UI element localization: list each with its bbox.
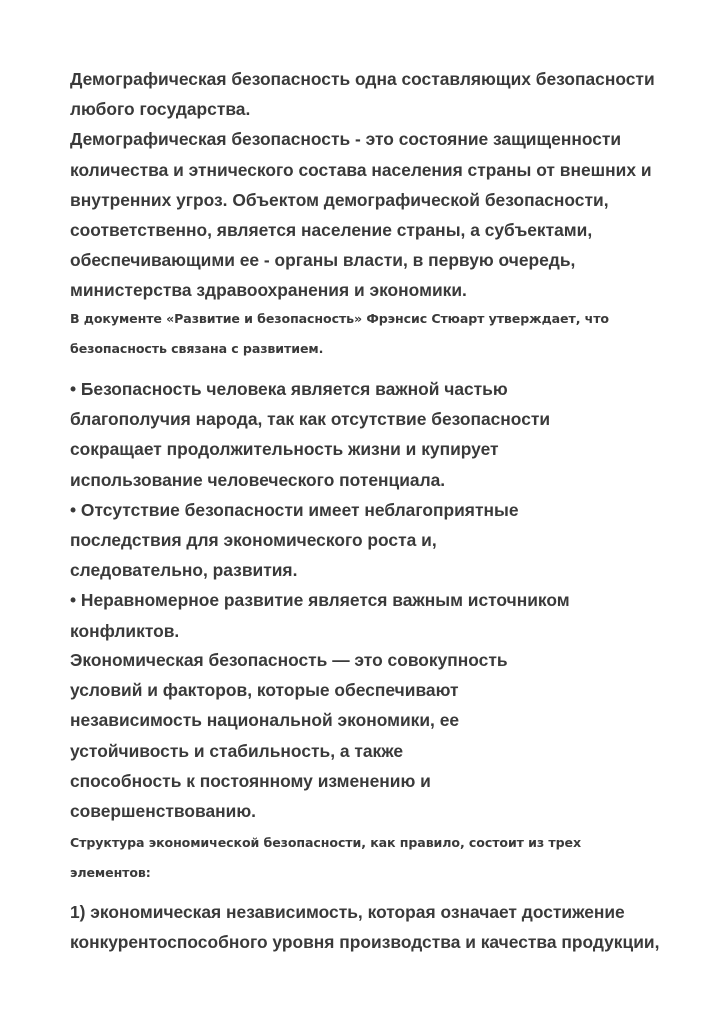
text-line: внутренних угроз. Объектом демографической безопасности,	[70, 189, 609, 210]
text-line: безопасность связана с развитием.	[70, 341, 324, 356]
list-item-line: • Отсутствие безопасности имеет неблагоприятные	[70, 499, 519, 520]
bullet-list-security-development	[70, 374, 570, 646]
text-line: независимость национальной экономики, ее	[70, 710, 460, 731]
text-line: конкурентоспособного уровня производства и качества продукции,	[70, 932, 660, 953]
text-line: устойчивость и стабильность, а также	[70, 740, 404, 761]
paragraph-stewart-quote	[70, 304, 609, 364]
paragraph-demographic-security	[70, 64, 655, 306]
list-item-line: • Безопасность человека является важной частью	[70, 379, 508, 399]
text-line: обеспечивающими ее - органы власти, в первую очередь,	[70, 250, 576, 271]
text-line: Структура экономической безопасности, как правило, состоит из трех	[70, 835, 581, 850]
text-line: Экономическая безопасность — это совокупность	[70, 650, 508, 670]
list-item-line: конфликтов.	[70, 620, 180, 641]
list-item-line: последствия для экономического роста и,	[70, 530, 437, 551]
text-line: элементов:	[70, 865, 151, 880]
text-line: 1) экономическая независимость, которая означает достижение	[70, 902, 625, 922]
text-line: В документе «Развитие и безопасность» Фрэнсис Стюарт утверждает, что	[70, 311, 609, 326]
text-line: условий и факторов, которые обеспечивают	[70, 680, 459, 701]
text-line: Демографическая безопасность одна составляющих безопасности	[70, 69, 655, 89]
paragraph-structure-intro	[70, 828, 581, 888]
text-line: министерства здравоохранения и экономики.	[70, 280, 467, 301]
list-item-line: сокращает продолжительность жизни и купирует	[70, 439, 499, 460]
list-item-line: • Неравномерное развитие является важным источником	[70, 590, 570, 611]
text-line: совершенствованию.	[70, 801, 257, 822]
text-line: Демографическая безопасность - это состояние защищенности	[70, 129, 622, 150]
text-line: соответственно, является население страны, а субъектами,	[70, 220, 593, 241]
list-item-line: использование человеческого потенциала.	[70, 469, 446, 490]
paragraph-economic-independence	[70, 897, 659, 957]
text-line: количества и этнического состава населения страны от внешних и	[70, 159, 652, 180]
text-line: способность к постоянному изменению и	[70, 770, 431, 791]
list-item-line: благополучия народа, так как отсутствие безопасности	[70, 409, 551, 430]
list-item-line: следовательно, развития.	[70, 560, 298, 581]
text-line: любого государства.	[70, 99, 251, 120]
paragraph-economic-security-definition	[70, 645, 508, 826]
